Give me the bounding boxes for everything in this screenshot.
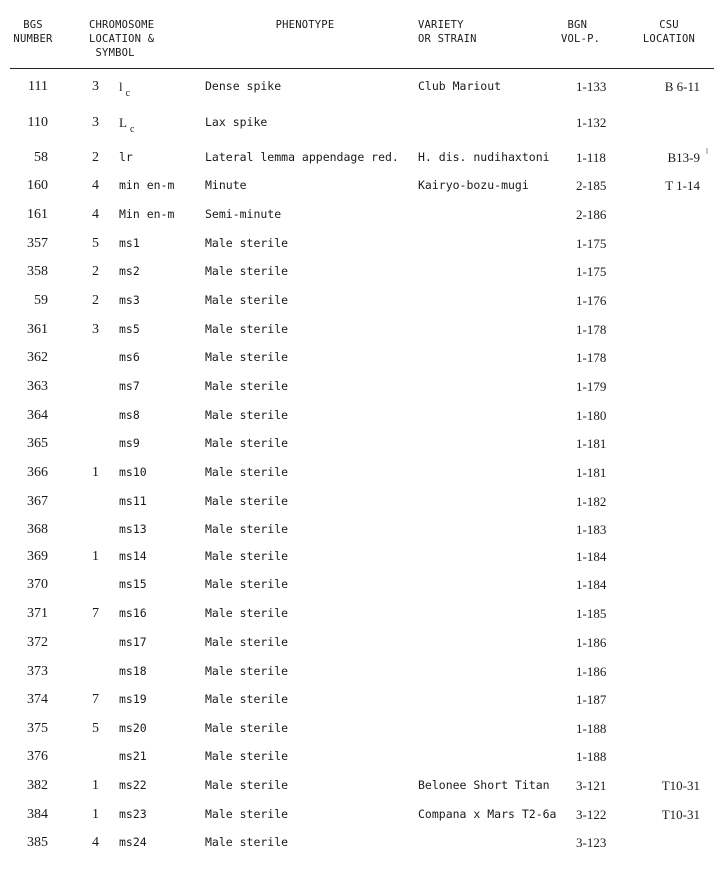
symbol-cell (119, 178, 174, 192)
phenotype-cell: Male sterile (205, 379, 289, 393)
symbol-text: ms23 (119, 807, 147, 821)
bgs-number-cell: 371 (27, 606, 48, 621)
symbol-text: Min en-m (119, 207, 175, 221)
bgs-number-cell: 357 (27, 236, 48, 251)
table-row (0, 577, 724, 597)
bgs-number-cell: 366 (27, 465, 48, 480)
symbol-cell (119, 236, 140, 250)
bgs-number-cell: 111 (28, 79, 48, 94)
bgn-vol-page-cell: 1-132 (576, 115, 607, 130)
table-row (0, 494, 724, 514)
table-row (0, 635, 724, 655)
header-chromosome-location-symbol: CHROMOSOME LOCATION & SYMBOL (89, 19, 155, 59)
header-variety-strain: VARIETY OR STRAIN (418, 19, 477, 45)
bgn-vol-page-cell: 1-178 (576, 322, 607, 337)
table-row (0, 549, 724, 569)
symbol-cell (119, 293, 140, 307)
header-divider (10, 68, 714, 69)
phenotype-cell: Dense spike (205, 79, 282, 93)
symbol-text: ms16 (119, 606, 147, 620)
phenotype-cell: Male sterile (205, 322, 289, 336)
table-row (0, 721, 724, 741)
phenotype-cell: Male sterile (205, 264, 289, 278)
table-row (0, 835, 724, 855)
phenotype-cell: Male sterile (205, 664, 289, 678)
bgn-vol-page-cell: 1-184 (576, 577, 607, 592)
table-row (0, 79, 724, 99)
symbol-cell (119, 264, 140, 278)
bgn-vol-page-cell: 1-181 (576, 436, 607, 451)
bgs-number-cell: 385 (27, 835, 48, 850)
symbol-text: ms10 (119, 465, 147, 479)
table-row (0, 350, 724, 370)
chromosome-cell: 5 (92, 236, 99, 251)
bgs-number-cell: 373 (27, 664, 48, 679)
symbol-text: min en-m (119, 178, 175, 192)
variety-strain-cell: Kairyo-bozu-mugi (418, 178, 529, 192)
symbol-cell (119, 115, 135, 135)
bgs-number-cell: 374 (27, 692, 48, 707)
chromosome-cell: 5 (92, 721, 99, 736)
bgn-vol-page-cell: 1-181 (576, 465, 607, 480)
phenotype-cell: Male sterile (205, 807, 289, 821)
symbol-text: ms19 (119, 692, 147, 706)
bgn-vol-page-cell: 1-180 (576, 408, 607, 423)
symbol-text: ms11 (119, 494, 147, 508)
bgs-number-cell: 376 (27, 749, 48, 764)
bgn-vol-page-cell: 1-182 (576, 494, 607, 509)
bgn-vol-page-cell: 1-179 (576, 379, 607, 394)
symbol-text: ms15 (119, 577, 147, 591)
phenotype-cell: Male sterile (205, 606, 289, 620)
table-row (0, 692, 724, 712)
symbol-cell (119, 749, 147, 763)
chromosome-cell: 1 (92, 465, 99, 480)
variety-strain-cell: Club Mariout (418, 79, 502, 93)
header-bgn-vol-p: BGN VOL-P. (561, 19, 601, 45)
symbol-cell (119, 549, 147, 563)
table-row (0, 408, 724, 428)
symbol-text: ms22 (119, 778, 147, 792)
bgs-number-cell: 363 (27, 379, 48, 394)
csu-location-cell: B 6-11 (664, 79, 700, 94)
bgn-vol-page-cell: 1-188 (576, 749, 607, 764)
phenotype-cell: Male sterile (205, 778, 289, 792)
bgs-number-cell: 365 (27, 436, 48, 451)
table-row (0, 465, 724, 485)
bgs-number-cell: 58 (34, 150, 48, 165)
bgn-vol-page-cell: 1-186 (576, 635, 607, 650)
bgn-vol-page-cell: 3-122 (576, 807, 607, 822)
chromosome-cell: 1 (92, 778, 99, 793)
bgs-number-cell: 382 (27, 778, 48, 793)
table-row (0, 264, 724, 284)
phenotype-cell: Male sterile (205, 465, 289, 479)
chromosome-cell: 7 (92, 692, 99, 707)
symbol-cell (119, 721, 147, 735)
symbol-cell (119, 807, 147, 821)
symbol-cell (119, 494, 147, 508)
symbol-text: ms8 (119, 408, 140, 422)
csu-location-cell: B13-9 (667, 150, 700, 165)
symbol-text: ms13 (119, 522, 147, 536)
symbol-cell (119, 778, 147, 792)
phenotype-cell: Male sterile (205, 522, 289, 536)
symbol-cell (119, 436, 140, 450)
phenotype-cell: Male sterile (205, 494, 289, 508)
table-row (0, 236, 724, 256)
symbol-cell (119, 79, 131, 99)
symbol-cell (119, 408, 140, 422)
variety-strain-cell: Belonee Short Titan (418, 778, 550, 792)
symbol-text: ms24 (119, 835, 147, 849)
table-row (0, 664, 724, 684)
symbol-cell (119, 322, 140, 336)
bgs-number-cell: 361 (27, 322, 48, 337)
bgs-number-cell: 370 (27, 577, 48, 592)
phenotype-cell: Male sterile (205, 577, 289, 591)
chromosome-cell: 3 (92, 322, 99, 337)
symbol-cell (119, 577, 147, 591)
phenotype-cell: Male sterile (205, 549, 289, 563)
csu-location-cell: T10-31 (661, 778, 700, 793)
table-row (0, 436, 724, 456)
bgn-vol-page-cell: 1-118 (576, 150, 606, 165)
header-bgs-number: BGS NUMBER (13, 19, 53, 45)
bgn-vol-page-cell: 1-185 (576, 606, 607, 621)
bgn-vol-page-cell: 3-123 (576, 835, 607, 850)
bgn-vol-page-cell: 1-133 (576, 79, 607, 94)
chromosome-cell: 2 (92, 264, 99, 279)
symbol-cell (119, 207, 174, 221)
symbol-cell (119, 379, 140, 393)
table-row (0, 778, 724, 798)
header-phenotype: PHENOTYPE (275, 19, 335, 31)
phenotype-cell: Semi-minute (205, 207, 282, 221)
symbol-text: ms2 (119, 264, 140, 278)
bgn-vol-page-cell: 1-175 (576, 264, 607, 279)
table-row (0, 606, 724, 626)
symbol-text: ms17 (119, 635, 147, 649)
bgs-number-cell: 59 (34, 293, 48, 308)
symbol-text: ms7 (119, 379, 140, 393)
bgs-number-cell: 110 (27, 115, 48, 130)
symbol-cell (119, 835, 147, 849)
symbol-cell (119, 465, 147, 479)
chromosome-cell: 2 (92, 150, 99, 165)
chromosome-cell: 2 (92, 293, 99, 308)
bgs-number-cell: 358 (27, 264, 48, 279)
bgs-number-cell: 161 (27, 207, 48, 222)
phenotype-cell: Male sterile (205, 436, 289, 450)
table-row (0, 749, 724, 769)
symbol-text: ms1 (119, 236, 140, 250)
symbol-cell (119, 350, 140, 364)
header-csu-location: CSU LOCATION (642, 19, 696, 45)
symbol-text: L (119, 115, 127, 130)
table-row (0, 522, 724, 542)
bgs-number-cell: 367 (27, 494, 48, 509)
bgs-number-cell: 368 (27, 522, 48, 537)
symbol-text: ms20 (119, 721, 147, 735)
chromosome-cell: 3 (92, 79, 99, 94)
phenotype-cell: Minute (205, 178, 247, 192)
table-row (0, 115, 724, 135)
symbol-subscript: c (129, 124, 135, 135)
bgs-number-cell: 362 (27, 350, 48, 365)
phenotype-cell: Male sterile (205, 721, 289, 735)
bgn-vol-page-cell: 1-184 (576, 549, 607, 564)
symbol-text: ms14 (119, 549, 147, 563)
symbol-cell (119, 635, 147, 649)
chromosome-cell: 1 (92, 807, 99, 822)
bgn-vol-page-cell: 1-175 (576, 236, 607, 251)
symbol-text: ms18 (119, 664, 147, 678)
symbol-text: ms9 (119, 436, 140, 450)
phenotype-cell: Lateral lemma appendage red. (205, 150, 399, 164)
bgs-number-cell: 364 (27, 408, 48, 423)
symbol-text: ms6 (119, 350, 140, 364)
table-row (0, 293, 724, 313)
phenotype-cell: Male sterile (205, 350, 289, 364)
phenotype-cell: Male sterile (205, 835, 289, 849)
table-row (0, 150, 724, 170)
phenotype-cell: Lax spike (205, 115, 268, 129)
symbol-text: ms5 (119, 322, 140, 336)
chromosome-cell: 4 (92, 835, 99, 850)
phenotype-cell: Male sterile (205, 408, 289, 422)
bgs-number-cell: 372 (27, 635, 48, 650)
bgn-vol-page-cell: 1-188 (576, 721, 607, 736)
bgs-number-cell: 375 (27, 721, 48, 736)
bgn-vol-page-cell: 1-178 (576, 350, 607, 365)
symbol-text: ms21 (119, 749, 147, 763)
symbol-cell (119, 692, 147, 706)
variety-strain-cell: H. dis. nudihaxtoni (418, 150, 550, 164)
symbol-text: lr (119, 150, 133, 164)
symbol-cell (119, 606, 147, 620)
phenotype-cell: Male sterile (205, 293, 289, 307)
csu-location-cell: T 1-14 (665, 178, 700, 193)
csu-location-cell: T10-31 (661, 807, 700, 822)
phenotype-cell: Male sterile (205, 236, 289, 250)
symbol-cell (119, 522, 147, 536)
bgn-vol-page-cell: 1-187 (576, 692, 607, 707)
chromosome-cell: 4 (92, 178, 99, 193)
symbol-cell (119, 150, 133, 164)
phenotype-cell: Male sterile (205, 692, 289, 706)
phenotype-cell: Male sterile (205, 749, 289, 763)
variety-strain-cell: Compana x Mars T2-6a (418, 807, 557, 821)
bgs-number-cell: 160 (27, 178, 48, 193)
bgs-number-cell: 384 (27, 807, 48, 822)
phenotype-cell: Male sterile (205, 635, 289, 649)
table-row (0, 807, 724, 827)
table-row (0, 379, 724, 399)
bgn-vol-page-cell: 1-176 (576, 293, 607, 308)
chromosome-cell: 3 (92, 115, 99, 130)
chromosome-cell: 7 (92, 606, 99, 621)
chromosome-cell: 1 (92, 549, 99, 564)
bgn-vol-page-cell: 2-186 (576, 207, 607, 222)
bgn-vol-page-cell: 1-186 (576, 664, 607, 679)
bgn-vol-page-cell: 2-185 (576, 178, 607, 193)
symbol-cell (119, 664, 147, 678)
symbol-subscript: c (125, 88, 131, 99)
bgs-number-cell: 369 (27, 549, 48, 564)
table-row (0, 322, 724, 342)
bgn-vol-page-cell: 1-183 (576, 522, 607, 537)
symbol-text: l (119, 79, 123, 94)
table-row (0, 178, 724, 198)
table-row (0, 207, 724, 227)
symbol-text: ms3 (119, 293, 140, 307)
bgn-vol-page-cell: 3-121 (576, 778, 607, 793)
chromosome-cell: 4 (92, 207, 99, 222)
